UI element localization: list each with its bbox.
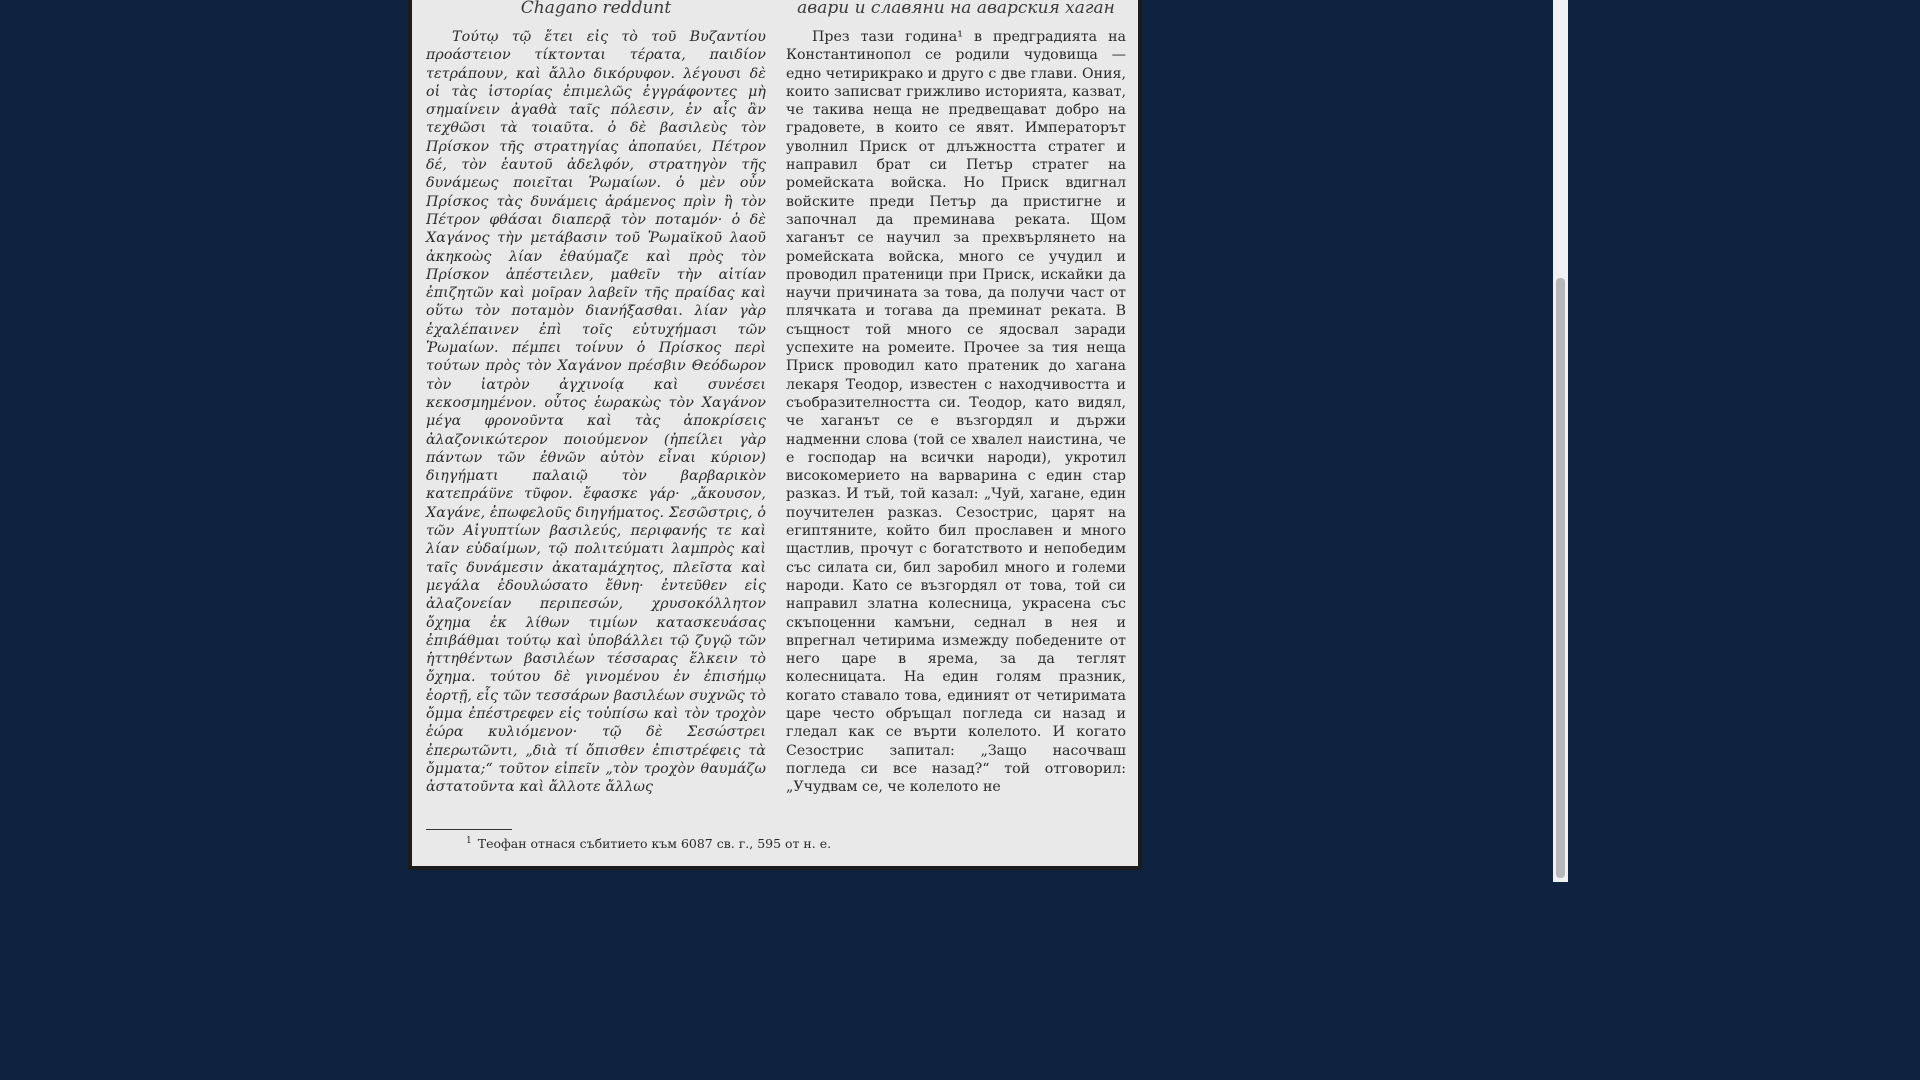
- vertical-scrollbar[interactable]: [1553, 0, 1568, 882]
- greek-column-heading: Chagano reddunt: [520, 0, 672, 18]
- bulgarian-column-heading: авари и славяни на аварския хаган: [797, 0, 1115, 18]
- footnote: [466, 836, 831, 851]
- footnote-mark: 1: [466, 836, 472, 846]
- bulgarian-column: [786, 0, 1126, 796]
- greek-text: [426, 28, 766, 796]
- footnote-divider: [426, 829, 512, 830]
- bulgarian-paragraph: През тази година¹ в предградията на Константинопол се родили чудовища — едно четирикрако и друго с две глави. Ония, които записват грижливо историята, казват, че такива неща не предвещават добро на градовете, в които се явят. Императорът уволнил Приск от длъжността стратег и направил брат си Петър стратег на ромейската войска. Но Приск вдигнал войските преди Петър да пристигне и започнал да преминава реката. Щом хаганът се научил за прехвърлянето на ромейската войска, много се учудил и проводил пратеници при Приск, искайки да научи причината за това, да получи част от плячката и тогава да преминат реката. В същност той много се ядосвал заради успехите на ромеите. Прочее за тия неща Приск проводил като пратеник до хагана лекаря Теодор, известен с находчивостта и съобразителността си. Теодор, като видял, че хаганът се е възгордял и държи надменни слова (той се хвалел наистина, че е господар на всички народи), укротил високомерието на варварина с един стар разказ. И тъй, той казал: „Чуй, хагане, един поучителен разказ. Сезострис, царят на египтяните, който бил прославен и много щастлив, прочут с богатството и непобедим със силата си, бил заробил много и големи народи. Като се възгордял от това, той си направил златна колесница, украсена със скъпоценни камъни, седнал в нея и впрегнал четирима измежду победените от него царе в ярема, за да теглят колесницата. На един голям празник, когато ставало това, единият от четиримата царе често обръщал погледа си назад и гледал как се върти колелото. И когато Сезострис запитал: „Защо насочваш погледа си все назад?“ той отговорил: „Учудвам се, че колелото не: [786, 29, 1126, 796]
- bulgarian-text: [786, 28, 1126, 796]
- greek-paragraph: Τούτῳ τῷ ἔτει εἰς τὸ τοῦ Βυζαντίου προάστειον τίκτονται τέρατα, παιδίον τετράπουν, καὶ ἄλλο δικόρυφον. λέγουσι δὲ οἱ τὰς ἱστορίας ἐπιμελῶς ἐγγράφοντες μὴ σημαίνειν ἀγαθὰ ταῖς πόλεσιν, ἐν αἷς ἂν τεχθῶσι τὰ τοιαῦτα. ὁ δὲ βασιλεὺς τὸν Πρίσκον τῆς στρατηγίας ἀποπαύει, Πέτρον δέ, τὸν ἑαυτοῦ ἀδελφόν, στρατηγὸν τῆς δυνάμεως ποιεῖται Ῥωμαίων. ὁ μὲν οὖν Πρίσκος τὰς δυνάμεις ἀράμενος πρὶν ἢ τὸν Πέτρον φθάσαι διαπερᾷ τὸν ποταμόν· ὁ δὲ Χαγάνος τὴν μετάβασιν τοῦ Ῥωμαϊκοῦ λαοῦ ἀκηκοὼς λίαν ἐθαύμαζε καὶ πρὸς τὸν Πρίσκον ἀπέστειλεν, μαθεῖν τὴν αἰτίαν ἐπιζητῶν καὶ μοῖραν λαβεῖν τῆς πραίδας καὶ οὕτω τὸν ποταμὸν διανήξασθαι. λίαν γὰρ ἐχαλέπαινεν ἐπὶ τοῖς εὐτυχήμασι τῶν Ῥωμαίων. πέμπει τοίνυν ὁ Πρίσκος περὶ τούτων πρὸς τὸν Χαγάνον πρέσβιν Θεόδωρον τὸν ἰατρὸν ἀγχινοίᾳ καὶ συνέσει κεκοσμημένον. οὗτος ἑωρακὼς τὸν Χαγάνον μέγα φρονοῦντα καὶ τὰς ἀποκρίσεις ἀλαζονικώτερον ποιούμενον (ἠπείλει γὰρ πάντων τῶν ἐθνῶν αὐτὸν εἶναι κύριον) διηγήματι παλαιῷ τὸν βαρβαρικὸν κατεπράϋνε τῦφον. ἔφασκε γάρ· „ἄκουσον, Χαγάνε, ἐπωφελοῦς διηγήματος. Σεσῶστρις, ὁ τῶν Αἰγυπτίων βασιλεύς, περιφανής τε καὶ λίαν εὐδαίμων, τῷ πολιτεύματι λαμπρὸς καὶ ταῖς δυνάμεσιν ἀκαταμάχητος, πλεῖστα καὶ μεγάλα ἐδουλώσατο ἔθνη· ἐντεῦθεν εἰς ἀλαζονείαν περιπεσών, χρυσοκόλλητον ὄχημα ἐκ λίθων τιμίων κατασκευάσας ἐπιβάθμαι τούτῳ καὶ ὑποβάλλει τῷ ζυγῷ τῶν ἡττηθέντων βασιλέων τέσσαρας ἕλκειν τὸ ὄχημα. τούτου δὲ γινομένου ἐν ἐπισήμῳ ἑορτῇ, εἷς τῶν τεσσάρων βασιλέων συχνῶς τὸ ὄμμα ἐπέστρεφεν εἰς τοὐπίσω καὶ τὸν τροχὸν ἑώρα κυλιόμενον· τῷ δὲ Σεσώστρει ἐπερωτῶντι, „διὰ τί ὄπισθεν ἐπιστρέφεις τὰ ὄμματα;“ τοῦτον εἰπεῖν „τὸν τροχὸν θαυμάζω ἀστατοῦντα καὶ ἄλλοτε ἄλλως: [426, 29, 766, 796]
- scanned-page: [408, 0, 1142, 870]
- greek-column: [426, 0, 766, 796]
- footnote-text: Теофан отнася събитието към 6087 св. г., 595 от н. е.: [477, 836, 832, 852]
- scrollbar-thumb[interactable]: [1556, 278, 1565, 878]
